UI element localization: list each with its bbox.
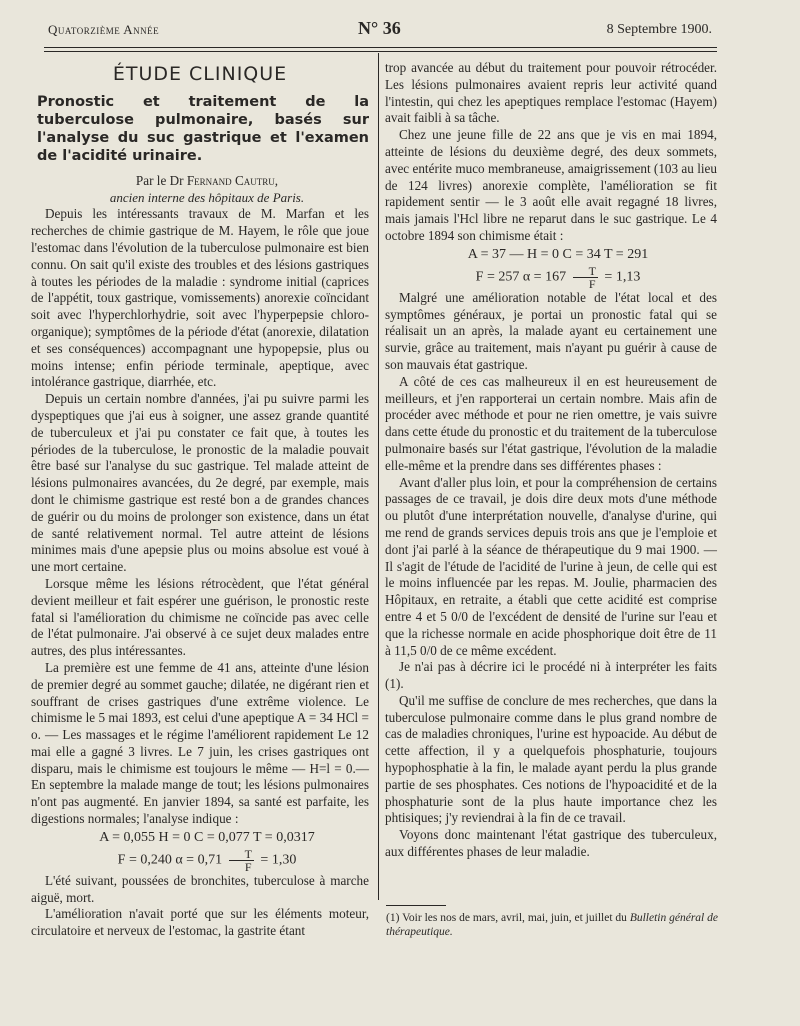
paragraph: A côté de ces cas malheureux il en est heureusement de meilleurs, et j'en rapporterai un certain nombre. Mais afin de procéder avec méthode et pour ne rien omettre, je vais suivre dans cette étude du pronostic et du traitement de la tuberculose pulmonaire basés sur l'état gastrique, l'évolution de la maladie elle-même et la prendre dans ses différentes phases : (385, 373, 717, 473)
section-title: ÉTUDE CLINIQUE (112, 63, 288, 85)
footnote-rule (386, 905, 446, 906)
formula-line (385, 265, 717, 290)
paragraph: Je n'ai pas à décrire ici le procédé ni à interpréter les faits (1). (385, 659, 717, 692)
paragraph: Voyons donc maintenant l'état gastrique des tuberculeux, aux différentes phases de leur maladie. (385, 827, 717, 860)
header-volume: Quatorzième Année (48, 22, 160, 37)
article-title: Pronostic et traitement de la tuberculose pulmonaire, basés sur l'analyse du suc gastrique et l'examen de l'acidité urinaire. (37, 93, 369, 164)
paragraph: Avant d'aller plus loin, et pour la compréhension de certains passages de ce travail, je dois dire deux mots d'une méthode ou plutôt d'une interprétation nouvelle, d'analyse d'urine, qui me rend de grands services depuis trois ans que je l'emploie et dont j'ai parlé à la séance de thérapeutique du 9 mai 1900. — Il s'agit de l'étude de l'acidité de l'urine à jeun, de celle qui est le moins influencée par les repas. M. Joulie, pharmacien des Hôpitaux, en retraite, a établi que cette acidité est comprise entre 4 et 5 0/0 de l'excédent de densité de l'urine sur l'eau et que la richesse normale en acide phosphorique doit être de 11 à 11,5 0/0 de ce même excédent. (385, 474, 717, 658)
paragraph: La première est une femme de 41 ans, atteinte d'une lésion de premier degré au sommet gauche; dilatée, ne digérant rien et souffrant de crises gastriques d'une extrême violence. Le chimisme le 5 mai 1893, est celui d'une apeptique A = 34 HCl = o. — Les massages et le régime l'améliorent rapidement Le 12 mai elle a gagné 3 livres. Le 7 juin, les crises gastriques ont disparu, mais le chimisme est toujours le même — H=l = 0.—En septembre la malade mange de tout; les lésions pulmonaires n'ont pas augmenté. En janvier 1894, sa santé est parfaite, les digestions normales; l'analyse indique : (31, 659, 369, 827)
fraction-denominator: F (244, 859, 252, 874)
paragraph: Depuis un certain nombre d'années, j'ai pu suivre parmi les dyspeptiques que j'ai eus à soigner, une assez grande quantité de tuberculeux et j'ai pu constater ce fait que, à toutes les périodes de la tuberculose, le pronostic de la maladie pouvait être basé sur l'analyse du suc gastrique. Tel malade atteint de lésions pulmonaires avancées, du 2e degré, par exemple, mais dont le chimisme gastrique est resté bon a de grandes chances de guérir ou du moins de prolonger son existence, dans un état de santé relativement normal. Tel autre atteint de lésions minimes mais d'une apepsie plus ou moins absolue est voué à une mort certaine. (31, 391, 369, 575)
formula-line (31, 848, 369, 873)
footnote (386, 911, 718, 939)
formula-text: F = 0,240 α = 0,71 (117, 852, 223, 868)
paragraph: Qu'il me suffise de conclure de mes recherches, que dans la tuberculose pulmonaire comme dans le plus grand nombre de cas de maladies chroniques, l'urine est hypoacide. Au début de cette affection, il y a quelquefois phosphaturie, toujours hypophosphatie à la fin, le malade ayant perdu la plus grande partie de ses phosphates. Ces notions de l'hypoacidité et de la phosphaturie sont de la plus haute importance chez les phtisiques; j'y reviendrai à la fin de ce travail. (385, 692, 717, 826)
author-affiliation: ancien interne des hôpitaux de Paris. (109, 189, 305, 205)
paragraph: L'amélioration n'avait porté que sur les éléments moteur, circulatoire et nerveux de l'estomac, la gastrite étant (31, 906, 369, 939)
formula-text: = 1,30 (260, 852, 297, 868)
formula-text: = 1,13 (604, 269, 641, 285)
paragraph: Malgré une amélioration notable de l'état local et des symptômes généraux, je portai un pronostic fatal qui se réalisait un an après, la malade ayant eu certainement une survie, grâce au traitement, mais n'ayant pu guérir à cause de son mauvais état gastrique. (385, 289, 717, 372)
fraction-numerator: T (573, 265, 598, 278)
paragraph: Chez une jeune fille de 22 ans que je vis en mai 1894, atteinte de lésions du deuxième degré, des deux sommets, avec entérite muco membraneuse, amaigrissement (103 au lieu de 124 livres) anorexie complète, l'amélioration se fit rapidement sentir — le 3 août elle avait regagné 18 livres, mais jamais l'Hcl libre ne reparut dans le suc gastrique. Le 4 octobre 1894 son chimisme était : (385, 127, 717, 243)
fraction (229, 848, 254, 873)
fraction-denominator: F (588, 276, 596, 291)
header-date: 8 Septembre 1900. (606, 22, 712, 37)
header-rule (44, 47, 717, 48)
byline (31, 173, 369, 190)
byline-prefix: Par le Dr (135, 172, 184, 188)
left-column (31, 60, 369, 940)
header-rule-double (44, 51, 717, 52)
formula-text: F = 257 α = 167 (475, 269, 567, 285)
paragraph: L'été suivant, poussées de bronchites, tuberculose à marche aiguë, mort. (31, 872, 369, 905)
formula-line: A = 37 — H = 0 C = 34 T = 291 (467, 246, 649, 262)
paragraph: Depuis les intéressants travaux de M. Marfan et les recherches de chimie gastrique de M. Hayem, le rôle que joue l'estomac dans l'évolution de la tuberculose pulmonaire est bien connu. On sait qu'il existe des troubles et des lésions gastriques à toutes les périodes de la maladie : syndrome initial (caprices de l'appétit, toux gastrique, vomissements) anorexie coïncidant soit avec l'hyperchlorhydrie, soit avec l'hyperpepsie chloro-organique); symptômes de la période d'état (anorexie, dilatation et ses conséquences) accompagnant une hypopepsie, plus ou moins intense; enfin période terminale, apeptique, avec intolérance gastrique, diarrhée, etc. (31, 206, 369, 390)
footnote-journal-title: Bulletin général de thérapeutique. (386, 912, 718, 938)
formula-line: A = 0,055 H = 0 C = 0,077 T = 0,0317 (99, 829, 315, 845)
header-issue-number: N° 36 (358, 18, 401, 38)
author-name: Fernand Cautru, (186, 172, 279, 188)
footnote-text: (1) Voir les nos de mars, avril, mai, juin, et juillet du (386, 912, 627, 924)
right-column (385, 60, 717, 861)
column-divider (378, 53, 379, 900)
paragraph: Lorsque même les lésions rétrocèdent, que l'état général devient meilleur et fait espérer une guérison, le pronostic reste fatal si l'amélioration du chimisme ne coïncide pas avec celle de l'état pulmonaire. J'ai observé à ce sujet deux malades entre autres, des plus intéressantes. (31, 575, 369, 659)
fraction-numerator: T (229, 848, 254, 861)
fraction (573, 265, 598, 290)
paragraph: trop avancée au début du traitement pour pouvoir rétrocéder. Les lésions pulmonaires avaient repris leur activité quand l'intestin, qui chez les apeptiques remplace l'estomac (Hayem) avait faibli à sa tâche. (385, 60, 717, 126)
